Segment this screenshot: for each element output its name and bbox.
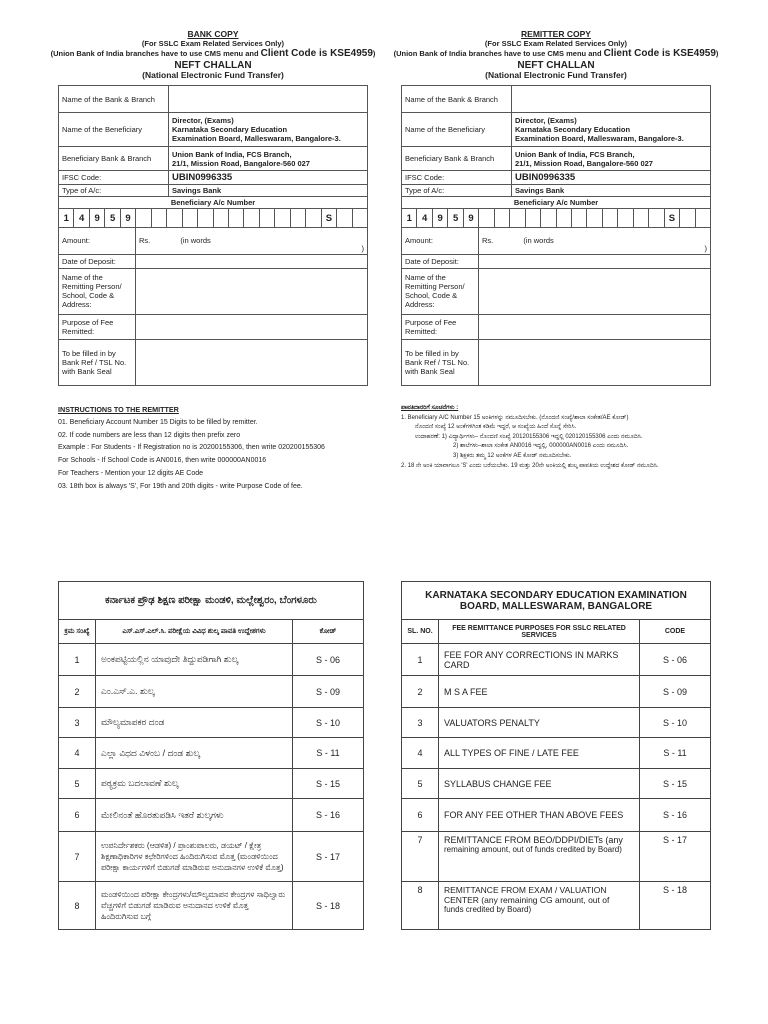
bank-copy-subtitle: (For SSLC Exam Related Services Only) (141, 38, 285, 48)
words-label: (in words (180, 236, 211, 246)
fee-table-en-title (402, 582, 711, 620)
beneficiary-bank-line-2: 21/1, Mission Road, Bangalore-560 027 (172, 158, 310, 168)
row-text: ಮಂಡಳಿಯಿಂದ ಪರೀಕ್ಷಾ ಕೇಂದ್ರಗಳು/ಮೌಲ್ಯಮಾಪನ ಕೇಂದ್ರಗಳ ಸಾಧಿಲ್ವಾರು ವೆಚ್ಚಗಳಿಗೆ ಬಿಡುಗಡೆ ಮಾಡಿರುವ ಅನುದಾನದ ಉಳಿಕೆ ಮೊತ್ತ ಹಿಂದಿರುಗಿಸುವ ಬಗ್ಗೆ (96, 882, 293, 930)
row-no: 1 (59, 644, 96, 676)
account-digit[interactable] (214, 209, 229, 227)
row-text: ಅಂಕಪಟ್ಟಿಯಲ್ಲಿನ ಯಾವುದೇ ತಿದ್ದುಪಡಿಗಾಗಿ ಶುಲ್ಕ (96, 644, 293, 676)
table-row (402, 676, 711, 708)
remitter-label: Name of the Remitting Person/ School, Code & Address: (402, 268, 479, 314)
row-code: S - 10 (640, 708, 711, 738)
account-digit[interactable] (260, 209, 275, 227)
table-row (59, 882, 364, 930)
rs-label: Rs. (482, 236, 494, 246)
table-row (59, 644, 364, 676)
row-code: S - 06 (640, 644, 711, 676)
purpose-field[interactable] (136, 314, 368, 339)
amount-label: Amount: (402, 228, 479, 254)
row-text: ಮೌಲ್ಯಮಾಪಕರ ದಂಡ (96, 708, 293, 738)
row-no: 7 (402, 832, 439, 882)
challan-title: NEFT CHALLAN (517, 59, 595, 71)
account-digit[interactable]: 1 (402, 209, 417, 227)
client-code: Client Code is KSE4959 (260, 48, 373, 60)
beneficiary-line-2: Karnataka Secondary Education (515, 125, 631, 135)
instruction-line: 03. 18th box is always 'S', For 19th and 20th digits - write Purpose Code of fee. (58, 482, 303, 490)
account-digit[interactable]: S (322, 209, 337, 227)
type-label: Type of A/c: (402, 185, 512, 197)
row-no: 7 (59, 832, 96, 882)
beneficiary-line-2: Karnataka Secondary Education (172, 125, 288, 135)
kannada-instruction-line: ನೊಂದಣಿ ಸಂಖ್ಯೆ 12 ಅಂಕೆಗಳಿಗಿಂತ ಕಡಿಮೆ ಇದ್ದರೆ, ಆ ಸಂಖ್ಯೆಯ ಹಿಂದೆ ಸೊನ್ನೆ ಸೇರಿಸಿ. (415, 424, 577, 431)
row-code: S - 15 (640, 769, 711, 799)
remitter-copy-subtitle: (For SSLC Exam Related Services Only) (484, 38, 628, 48)
bank-branch-label: Name of the Bank & Branch (59, 86, 169, 113)
bank-fill-field[interactable] (136, 339, 368, 385)
instruction-line: For Teachers - Mention your 12 digits AE Code (58, 469, 204, 477)
kannada-instruction-line: 1. Beneficiary A/C Number 15 ಅಂಕಿಗಳನ್ನು ನಮೂದಿಸಬೇಕು. (ನೊಂದಣಿ ಸಂಖ್ಯೆ/ಶಾಲಾ ಸಂಕೇತ/AE ಕೋಡ್) (401, 414, 629, 421)
row-no: 5 (59, 769, 96, 799)
account-number-boxes[interactable] (401, 209, 711, 228)
row-text: FOR ANY FEE OTHER THAN ABOVE FEES (439, 799, 640, 832)
col-code: CODE (640, 620, 711, 644)
account-digit[interactable] (541, 209, 556, 227)
remitter-label: Name of the Remitting Person/ School, Code & Address: (59, 268, 136, 314)
account-digit[interactable]: 5 (448, 209, 463, 227)
row-code: S - 15 (293, 769, 364, 799)
union-note-text: (Union Bank of India branches have to use CMS menu and (393, 49, 604, 59)
row-code: S - 06 (293, 644, 364, 676)
row-code: S - 11 (293, 738, 364, 769)
account-digit[interactable] (634, 209, 649, 227)
type-value: Savings Bank (169, 185, 368, 197)
fee-table-english (401, 581, 711, 930)
row-no: 3 (402, 708, 439, 738)
row-no: 8 (59, 882, 96, 930)
account-digit[interactable] (572, 209, 587, 227)
account-digit[interactable]: 9 (464, 209, 479, 227)
account-digit[interactable]: 1 (59, 209, 74, 227)
remitter-field[interactable] (136, 268, 368, 314)
row-text: ಉಪನಿರ್ದೇಶಕರು (ಆಡಳಿತ) / ಪ್ರಾಂಶುಪಾಲರು, ಡಯಟ್ / ಕ್ಷೇತ್ರ ಶಿಕ್ಷಣಾಧಿಕಾರಿಗಳ ಕಛೇರಿಗಳಿಂದ ಹಿಂದಿರುಗಿಸುವ ಮೊತ್ತ (ಮಂಡಳಿಯಿಂದ ಪರೀಕ್ಷಾ ಕಾರ್ಯಗಳಿಗೆ ಬಿಡುಗಡೆ ಮಾಡಿರುವ ಅನುದಾನಗಳ ಉಳಿಕೆ ಮೊತ್ತ) (96, 832, 293, 882)
table-row (59, 676, 364, 708)
client-code: Client Code is KSE4959 (603, 48, 716, 60)
table-row (59, 799, 364, 832)
bank-copy-form-2 (58, 228, 368, 386)
account-digit[interactable] (649, 209, 664, 227)
account-digit[interactable] (244, 209, 259, 227)
account-digit[interactable]: 4 (74, 209, 89, 227)
beneficiary-line-1: Director, (Exams) (172, 116, 234, 126)
account-digit[interactable] (152, 209, 167, 227)
row-text-sub: funds credited by Board) (444, 905, 532, 914)
row-code: S - 18 (293, 882, 364, 930)
bank-copy-header (50, 29, 376, 81)
instruction-line: Example : For Students - If Registration no is 20200155306, then write 020200155306 (58, 444, 325, 452)
row-text: ಎಂ.ಎಸ್.ಎ. ಶುಲ್ಕ (96, 676, 293, 708)
beneficiary-value (512, 113, 711, 147)
remitter-copy (393, 29, 719, 386)
beneficiary-bank-value (512, 147, 711, 171)
union-note-end: ) (715, 49, 719, 59)
instructions-title: INSTRUCTIONS TO THE REMITTER (58, 405, 179, 414)
row-no: 4 (402, 738, 439, 769)
ifsc-label: IFSC Code: (59, 171, 169, 185)
beneficiary-line-3: Examination Board, Malleswaram, Bangalore-3. (515, 134, 684, 144)
table-row (402, 708, 711, 738)
row-text: VALUATORS PENALTY (439, 708, 640, 738)
kannada-instruction-line: 2) ಶಾಲೆಗಳು–ಶಾಲಾ ಸಂಕೇತ AN0016 ಇದ್ದಲ್ಲಿ, 000000AN0016 ಎಂದು ನಮೂದಿಸಿ. (453, 443, 629, 450)
account-digit[interactable] (306, 209, 321, 227)
col-purpose: FEE REMITTANCE PURPOSES FOR SSLC RELATED SERVICES (439, 620, 640, 644)
kannada-instruction-line: 3) ಶಿಕ್ಷಕರು ತಮ್ಮ 12 ಅಂಕೆಗಳ AE ಕೋಡ್ ನಮೂದಿಸಬೇಕು. (453, 452, 572, 459)
instruction-line: 02. If code numbers are less than 12 digits then prefix zero (58, 431, 241, 439)
beneficiary-bank-line-1: Union Bank of India, FCS Branch, (515, 149, 635, 159)
purpose-label: Purpose of Fee Remitted: (59, 314, 136, 339)
row-no: 3 (59, 708, 96, 738)
beneficiary-line-1: Director, (Exams) (515, 116, 577, 126)
bank-copy-union-note (50, 48, 376, 60)
col-purpose: ಎಸ್.ಎಸ್.ಎಲ್.ಸಿ. ಪರೀಕ್ಷೆಯ ವಿವಿಧ ಶುಲ್ಕ ಪಾವತಿ ಉದ್ದೇಶಗಳು (96, 620, 293, 644)
table-row (402, 738, 711, 769)
union-note-text: (Union Bank of India branches have to use CMS menu and (50, 49, 261, 59)
union-note-end: ) (372, 49, 376, 59)
beneficiary-value (169, 113, 368, 147)
words-label: (in words (523, 236, 554, 246)
bank-fill-field[interactable] (479, 339, 711, 385)
account-digit[interactable]: 4 (417, 209, 432, 227)
table-row (59, 832, 364, 882)
fee-table-kn-title: ಕರ್ನಾಟಕ ಪ್ರೌಢ ಶಿಕ್ಷಣ ಪರೀಕ್ಷಾ ಮಂಡಳಿ, ಮಲ್ಲೇಶ್ವರಂ, ಬೆಂಗಳೂರು (59, 582, 364, 620)
bank-fill-label: To be filled in by Bank Ref / TSL No. with Bank Seal (402, 339, 479, 385)
fee-table-kannada (58, 581, 364, 930)
table-row (59, 738, 364, 769)
ifsc-value: UBIN0996335 (512, 171, 711, 185)
challan-title: NEFT CHALLAN (174, 59, 252, 71)
bank-copy-form (58, 85, 368, 209)
account-digit[interactable] (229, 209, 244, 227)
col-no: ಕ್ರಮ ಸಂಖ್ಯೆ (59, 620, 96, 644)
date-label: Date of Deposit: (59, 254, 136, 268)
account-digit[interactable] (557, 209, 572, 227)
row-text: REMITTANCE FROM BEO/DDPI/DIETs (any (444, 835, 623, 845)
remitter-copy-union-note (393, 48, 719, 60)
col-code: ಕೋಡ್ (293, 620, 364, 644)
account-digit[interactable] (680, 209, 695, 227)
remitter-copy-title: REMITTER COPY (521, 29, 591, 39)
date-field[interactable] (136, 254, 368, 268)
beneficiary-label: Name of the Beneficiary (402, 113, 512, 147)
words-close: ) (361, 243, 364, 253)
row-no: 2 (402, 676, 439, 708)
remitter-field[interactable] (479, 268, 711, 314)
row-code: S - 10 (293, 708, 364, 738)
row-no: 2 (59, 676, 96, 708)
remitter-instructions (58, 404, 358, 494)
row-text: M S A FEE (439, 676, 640, 708)
row-code: S - 17 (640, 832, 711, 882)
account-digit[interactable]: S (665, 209, 680, 227)
kannada-instruction-line: 2. 18 ನೇ ಅಂಕಿ ಯಾವಾಗಲೂ 'S' ಎಂದು ಬರೆಯಬೇಕು. 19 ಮತ್ತು 20ನೇ ಅಂಕಿಯಲ್ಲಿ ಶುಲ್ಕ ಪಾವತಿಯ ಉದ್ದೇಶದ ಕೋಡ್ ನಮೂದಿಸಿ. (401, 462, 659, 469)
account-digit[interactable] (167, 209, 182, 227)
beneficiary-bank-value (169, 147, 368, 171)
ifsc-label: IFSC Code: (402, 171, 512, 185)
beneficiary-line-3: Examination Board, Malleswaram, Bangalore-3. (172, 134, 341, 144)
account-digit[interactable] (353, 209, 367, 227)
table-row (402, 769, 711, 799)
account-digit[interactable] (291, 209, 306, 227)
table-row (59, 708, 364, 738)
account-label: Beneficiary A/c Number (59, 197, 368, 209)
row-no: 1 (402, 644, 439, 676)
account-label: Beneficiary A/c Number (402, 197, 711, 209)
account-digit[interactable] (587, 209, 602, 227)
account-digit[interactable]: 9 (433, 209, 448, 227)
account-digit[interactable] (510, 209, 525, 227)
challan-subtitle: (National Electronic Fund Transfer) (485, 70, 627, 81)
row-code: S - 16 (293, 799, 364, 832)
row-text: SYLLABUS CHANGE FEE (439, 769, 640, 799)
fee-table-en-title-1: KARNATAKA SECONDARY EDUCATION EXAMINATION (425, 589, 687, 601)
row-no: 6 (59, 799, 96, 832)
bank-copy-title: BANK COPY (187, 29, 239, 39)
account-digit[interactable] (696, 209, 710, 227)
rs-label: Rs. (139, 236, 151, 246)
words-close: ) (704, 243, 707, 253)
account-digit[interactable] (618, 209, 633, 227)
row-no: 6 (402, 799, 439, 832)
beneficiary-bank-label: Beneficiary Bank & Branch (59, 147, 169, 171)
account-digit[interactable] (136, 209, 151, 227)
account-digit[interactable] (603, 209, 618, 227)
row-code: S - 09 (640, 676, 711, 708)
row-code: S - 17 (293, 832, 364, 882)
row-text-cell (439, 832, 640, 882)
bank-copy (50, 29, 376, 386)
purpose-label: Purpose of Fee Remitted: (402, 314, 479, 339)
row-text-cell (439, 882, 640, 930)
account-digit[interactable] (526, 209, 541, 227)
account-number-boxes[interactable] (58, 209, 368, 228)
beneficiary-bank-line-2: 21/1, Mission Road, Bangalore-560 027 (515, 158, 653, 168)
amount-label: Amount: (59, 228, 136, 254)
account-digit[interactable]: 5 (105, 209, 120, 227)
instruction-line: 01. Beneficiary Account Number 15 Digits to be filled by remitter. (58, 418, 258, 426)
type-value: Savings Bank (512, 185, 711, 197)
remitter-copy-form-2 (401, 228, 711, 386)
type-label: Type of A/c: (59, 185, 169, 197)
account-digit[interactable] (183, 209, 198, 227)
row-no: 8 (402, 882, 439, 930)
bank-branch-field[interactable] (169, 86, 368, 113)
ifsc-value: UBIN0996335 (169, 171, 368, 185)
kannada-instructions-title: ಪಾವತಿದಾರರಿಗೆ ಸೂಚನೆಗಳು : (401, 405, 459, 411)
beneficiary-label: Name of the Beneficiary (59, 113, 169, 147)
row-no: 5 (402, 769, 439, 799)
account-digit[interactable] (495, 209, 510, 227)
challan-subtitle: (National Electronic Fund Transfer) (142, 70, 284, 81)
kannada-instructions (401, 404, 721, 471)
table-row (59, 769, 364, 799)
date-label: Date of Deposit: (402, 254, 479, 268)
account-digit[interactable] (337, 209, 352, 227)
amount-field[interactable] (479, 228, 711, 254)
beneficiary-bank-label: Beneficiary Bank & Branch (402, 147, 512, 171)
fee-table-en-title-2: BOARD, MALLESWARAM, BANGALORE (459, 600, 653, 612)
remitter-copy-header (393, 29, 719, 81)
account-digit[interactable] (198, 209, 213, 227)
col-no: SL. NO. (402, 620, 439, 644)
row-no: 4 (59, 738, 96, 769)
row-code: S - 11 (640, 738, 711, 769)
table-row (402, 882, 711, 930)
row-code: S - 18 (640, 882, 711, 930)
bank-branch-label: Name of the Bank & Branch (402, 86, 512, 113)
row-text: REMITTANCE FROM EXAM / VALUATION CENTER (any remaining CG amount, out of (444, 885, 610, 905)
table-row (402, 799, 711, 832)
date-field[interactable] (479, 254, 711, 268)
kannada-instruction-line: ಉದಾಹರಣೆ: 1) ವಿದ್ಯಾರ್ಥಿಗಳು– ನೊಂದಣಿ ಸಂಖ್ಯೆ 20120155306 ಇದ್ದಲ್ಲಿ 020120155306 ಎಂದು ನಮೂದಿಸಿ. (415, 433, 643, 440)
remitter-copy-form (401, 85, 711, 209)
row-code: S - 16 (640, 799, 711, 832)
row-code: S - 09 (293, 676, 364, 708)
instruction-line: For Schools - If School Code is AN0016, then write 000000AN0016 (58, 457, 267, 465)
row-text-sub: remaining amount, out of funds credited by Board) (444, 845, 622, 854)
bank-branch-field[interactable] (512, 86, 711, 113)
account-digit[interactable]: 9 (121, 209, 136, 227)
account-digit[interactable]: 9 (90, 209, 105, 227)
row-text: ಮೇಲಿನಂತೆ ಹೊರತುಪಡಿಸಿ ಇತರೆ ಶುಲ್ಕಗಳು (96, 799, 293, 832)
row-text: ALL TYPES OF FINE / LATE FEE (439, 738, 640, 769)
table-row (402, 832, 711, 882)
purpose-field[interactable] (479, 314, 711, 339)
bank-fill-label: To be filled in by Bank Ref / TSL No. with Bank Seal (59, 339, 136, 385)
row-text: ಎಲ್ಲಾ ವಿಧದ ವಿಳಂಬ / ದಂಡ ಶುಲ್ಕ (96, 738, 293, 769)
row-text: FEE FOR ANY CORRECTIONS IN MARKS CARD (439, 644, 640, 676)
table-row (402, 644, 711, 676)
account-digit[interactable] (479, 209, 494, 227)
amount-field[interactable] (136, 228, 368, 254)
beneficiary-bank-line-1: Union Bank of India, FCS Branch, (172, 149, 292, 159)
account-digit[interactable] (275, 209, 290, 227)
row-text: ಪಠ್ಯಕ್ರಮ ಬದಲಾವಣೆ ಶುಲ್ಕ (96, 769, 293, 799)
